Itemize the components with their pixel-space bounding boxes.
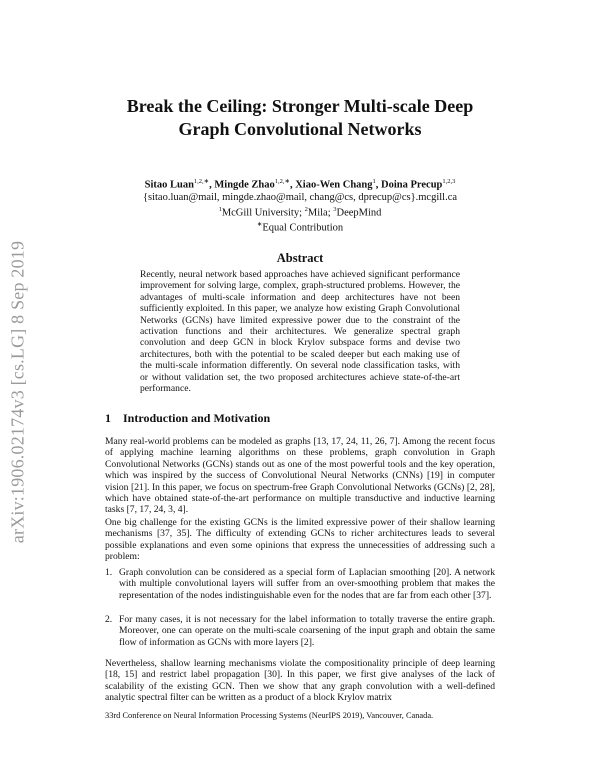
author-3: Xiao-Wen Chang: [295, 179, 373, 191]
list-marker: 2.: [105, 614, 113, 625]
section-heading: [105, 411, 505, 426]
abstract-text: Recently, neural network based approaches have achieved significant performance improvement for solving large, complex, graph-structured problems. However, the advantages of multi-scale information and deep architectures have not been sufficiently exploited. In this paper, we analyze how existing Graph Convolutional Networks (GCNs) have limited expressive power due to the constraint of the activation functions and their architectures. We generalize spectral graph convolution and deep GCN in block Krylov subspace forms and devise two architectures, both with the potential to be scaled deeper but each making use of the multi-scale information differently. On several node classification tasks, with or without validation set, the two proposed architectures achieve state-of-the-art performance.: [140, 269, 460, 395]
list-text: For many cases, it is not necessary for the label information to totally traverse the entire graph. Moreover, one can operate on the multi-scale coarsening of the input graph and obtain the same flow of information as GCNs with more layers [2].: [119, 614, 495, 648]
author-block: [90, 176, 510, 235]
section-title: Introduction and Motivation: [123, 411, 271, 425]
affil-3: DeepMind: [336, 207, 382, 218]
author-1: Sitao Luan: [144, 179, 194, 191]
affil-1: McGill University;: [221, 207, 305, 218]
affil-1-sup: 1: [218, 205, 222, 213]
author-4-sup: 1,2,3: [442, 178, 456, 185]
list-item: [105, 567, 495, 601]
author-3-sup: 1: [372, 178, 376, 185]
abstract-heading: Abstract: [276, 251, 324, 265]
affil-2: Mila;: [307, 207, 334, 218]
equal-text: Equal Contribution: [262, 222, 344, 234]
author-affiliations: [90, 204, 510, 220]
intro-paragraph-3: Nevertheless, shallow learning mechanisms violate the compositionality principle of deep learning [18, 15] and restrict label propagation [30]. In this paper, we first give analyses of the lack of scalability of the existing GCN. Then we show that any graph convolution with a well-defined analytic spectral filter can be written as a product of a block Krylov matrix: [105, 658, 495, 704]
author-1-sup: 1,2,∗: [193, 178, 210, 185]
equal-contribution-note: [90, 219, 510, 235]
equal-sup: ∗: [256, 221, 263, 228]
list-marker: 1.: [105, 567, 113, 578]
author-2-sup: 1,2,∗: [274, 178, 290, 185]
section-number: 1: [105, 411, 111, 425]
intro-paragraph-2: One big challenge for the existing GCNs is the limited expressive power of their shallow learning mechanisms [37, 35]. The difficulty of extending GCNs to richer architectures leads to several possible explanations and even some opinions that express the unnecessities of addressing such a problem:: [105, 517, 495, 563]
author-names: Sitao Luan$^{1,2,∗}$, Mingde Zhao$^{1,2,∗}$, Xiao-Wen Chang$^1$, Doina Precup$^{1,2,3}$: [144, 178, 456, 191]
list-text: Graph convolution can be considered as a special form of Laplacian smoothing [20]. A network with multiple convolutional layers will suffer from an over-smoothing problem that makes the representation of the nodes indistinguishable even for the nodes that are far from each other [37].: [119, 567, 495, 601]
author-4: Doina Precup: [381, 179, 443, 191]
list-item: [105, 614, 495, 648]
paper-title: [100, 95, 500, 141]
arxiv-sidebar: [8, 212, 28, 572]
arxiv-identifier: arXiv:1906.02174v3 [cs.LG] 8 Sep 2019: [7, 240, 28, 544]
intro-paragraph-1: Many real-world problems can be modeled as graphs [13, 17, 24, 11, 26, 7]. Among the recent focus of applying machine learning algorithms on these problems, graph convolution in Graph Convolutional Networks (GCNs) stands out as one of the most powerful tools and the key operation, which was inspired by the success of Convolutional Neural Networks (CNNs) [19] in computer vision [21]. In this paper, we focus on spectrum-free Graph Convolutional Networks (GCNs) [2, 28], which have obtained state-of-the-art performance on multiple transductive and inductive learning tasks [7, 17, 24, 3, 4].: [105, 436, 495, 516]
author-emails: {sitao.luan@mail, mingde.zhao@mail, chang@cs, dprecup@cs}.mcgill.ca: [142, 191, 458, 203]
affil-2-sup: 2: [304, 205, 308, 213]
author-2: Mingde Zhao: [214, 179, 275, 191]
title-line-2: Graph Convolutional Networks: [178, 119, 422, 139]
affil-3-sup: 3: [333, 205, 337, 213]
conference-footnote: 33rd Conference on Neural Information Processing Systems (NeurIPS 2019), Vancouver, Canada.: [105, 711, 434, 720]
title-line-1: Break the Ceiling: Stronger Multi-scale Deep: [126, 96, 474, 116]
